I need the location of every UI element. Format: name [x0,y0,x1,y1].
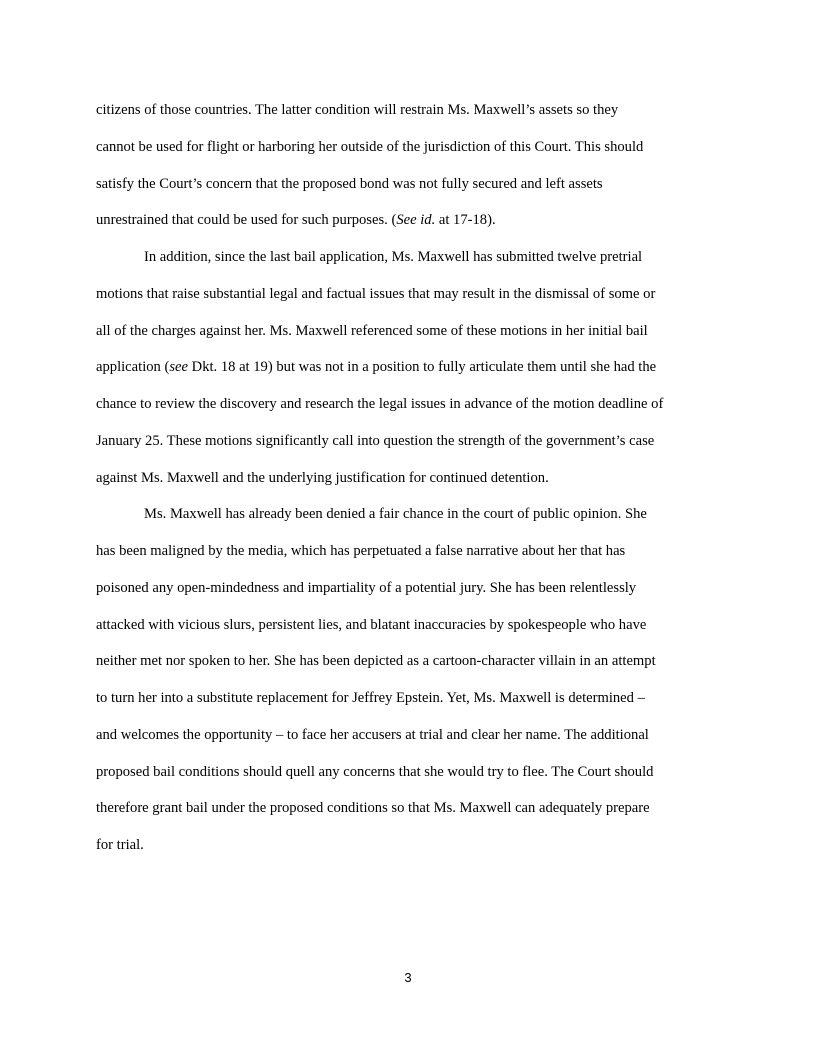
citation-italic: see [169,359,188,376]
text-run: at 17-18). [435,212,496,229]
text-line [96,202,726,239]
text-line: neither met nor spoken to her. She has been depicted as a cartoon-character villain in an attempt [96,653,656,670]
text-line: proposed bail conditions should quell any concerns that she would try to flee. The Court should [96,763,654,780]
citation-italic: See id. [396,212,436,229]
paragraph-public-opinion [96,496,726,864]
text-line: therefore grant bail under the proposed conditions so that Ms. Maxwell can adequately prepare [96,800,650,817]
text-run: unrestrained that could be used for such purposes. ( [96,212,397,229]
text-line: and welcomes the opportunity – to face her accusers at trial and clear her name. The additional [96,726,649,743]
text-line [96,349,726,386]
text-line: citizens of those countries. The latter condition will restrain Ms. Maxwell’s assets so they [96,102,619,118]
text-line: poisoned any open-mindedness and impartiality of a potential jury. She has been relentlessly [96,579,637,596]
text-line: motions that raise substantial legal and factual issues that may result in the dismissal of some or [96,285,656,302]
text-line: against Ms. Maxwell and the underlying justification for continued detention. [96,469,549,486]
text-line: satisfy the Court’s concern that the proposed bond was not fully secured and left assets [96,175,603,192]
text-line: In addition, since the last bail application, Ms. Maxwell has submitted twelve pretrial [144,249,643,265]
document-body [96,92,726,864]
text-line: January 25. These motions significantly call into question the strength of the government’s case [96,432,655,449]
text-line: Ms. Maxwell has already been denied a fair chance in the court of public opinion. She [144,506,647,523]
text-line: chance to review the discovery and research the legal issues in advance of the motion deadline of [96,396,664,412]
text-line: cannot be used for flight or harboring her outside of the jurisdiction of this Court. This should [96,138,644,155]
text-line: all of the charges against her. Ms. Maxwell referenced some of these motions in her initial bail [96,322,648,339]
text-line: attacked with vicious slurs, persistent lies, and blatant inaccuracies by spokespeople who have [96,616,647,633]
paragraph-continuation [96,92,726,239]
text-line: to turn her into a substitute replacement for Jeffrey Epstein. Yet, Ms. Maxwell is determined – [96,690,645,706]
text-line: for trial. [96,837,144,853]
text-run: Dkt. 18 at 19) but was not in a position to fully articulate them until she had the [188,359,657,376]
page-number: 3 [404,970,412,985]
text-line: has been maligned by the media, which has perpetuated a false narrative about her that has [96,543,626,559]
text-run: application ( [96,359,170,376]
paragraph-pretrial-motions [96,239,726,496]
